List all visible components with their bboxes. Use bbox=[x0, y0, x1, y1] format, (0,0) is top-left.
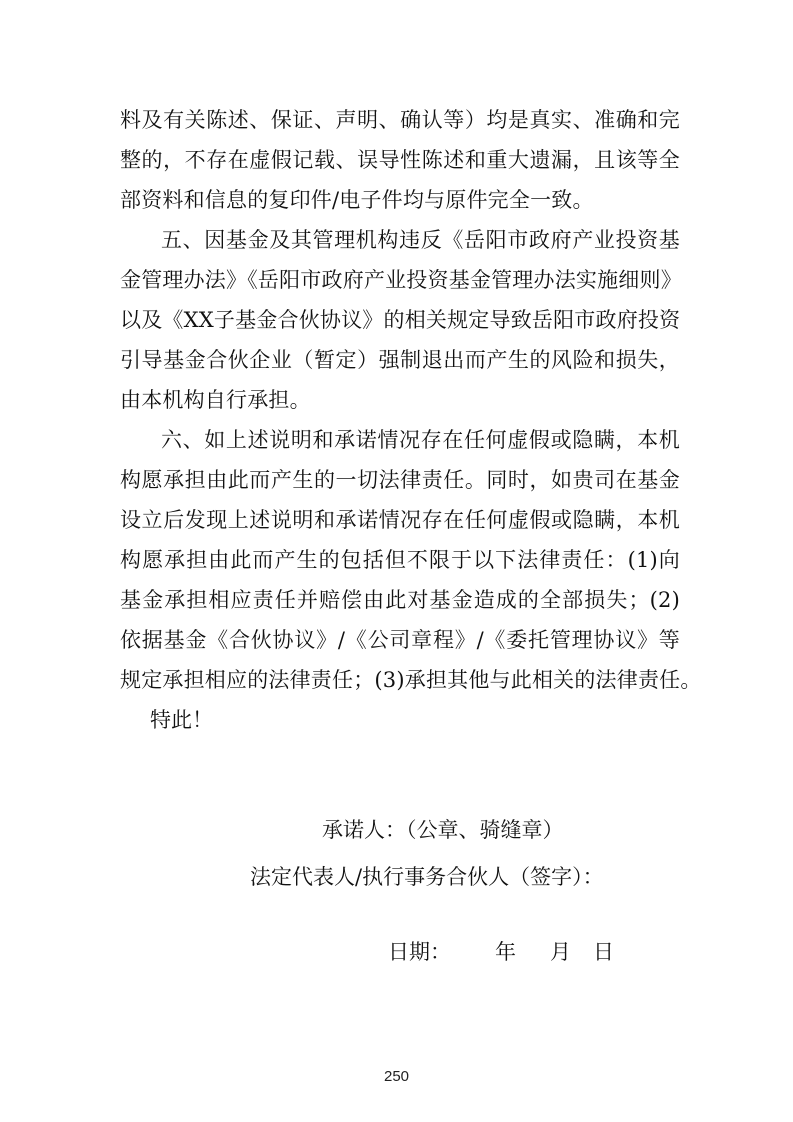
body-text-line: 金管理办法》《岳阳市政府产业投资基金管理办法实施细则》 bbox=[120, 268, 682, 292]
body-text-line: 规定承担相应的法律责任；(3)承担其他与此相关的法律责任。 bbox=[120, 668, 702, 692]
page-number: 250 bbox=[383, 1068, 410, 1085]
paragraph-six-first-line: 六、如上述说明和承诺情况存在任何虚假或隐瞒，本机 bbox=[161, 428, 680, 452]
representative-signature-line: 法定代表人/执行事务合伙人（签字）： bbox=[250, 865, 604, 889]
body-text-line: 基金承担相应责任并赔偿由此对基金造成的全部损失；(2) bbox=[120, 588, 680, 612]
promisor-seal-line: 承诺人：（公章、骑缝章） bbox=[322, 818, 564, 842]
body-text-line: 以及《XX子基金合伙协议》的相关规定导致岳阳市政府投资 bbox=[120, 308, 681, 332]
day-label: 日 bbox=[593, 940, 614, 964]
body-text-line: 由本机构自行承担。 bbox=[120, 388, 311, 412]
date-label: 日期： bbox=[388, 940, 451, 964]
body-text-line: 料及有关陈述、保证、声明、确认等）均是真实、准确和完 bbox=[120, 108, 680, 132]
year-label: 年 bbox=[495, 940, 516, 964]
body-text-line: 引导基金合伙企业（暂定）强制退出而产生的风险和损失， bbox=[120, 348, 680, 372]
body-text-line: 设立后发现上述说明和承诺情况存在任何虚假或隐瞒，本机 bbox=[120, 508, 680, 532]
paragraph-five-first-line: 五、因基金及其管理机构违反《岳阳市政府产业投资基 bbox=[161, 228, 680, 252]
body-text-line: 部资料和信息的复印件/电子件均与原件完全一致。 bbox=[120, 188, 594, 212]
body-text-line: 构愿承担由此而产生的包括但不限于以下法律责任：(1)向 bbox=[120, 548, 680, 572]
body-text-line: 依据基金《合伙协议》/《公司章程》/《委托管理协议》等 bbox=[120, 628, 680, 652]
body-text-line: 整的，不存在虚假记载、误导性陈述和重大遗漏，且该等全 bbox=[120, 148, 680, 172]
body-text-line: 构愿承担由此而产生的一切法律责任。同时，如贵司在基金 bbox=[120, 468, 680, 492]
month-label: 月 bbox=[550, 940, 571, 964]
closing-text: 特此！ bbox=[150, 708, 213, 732]
